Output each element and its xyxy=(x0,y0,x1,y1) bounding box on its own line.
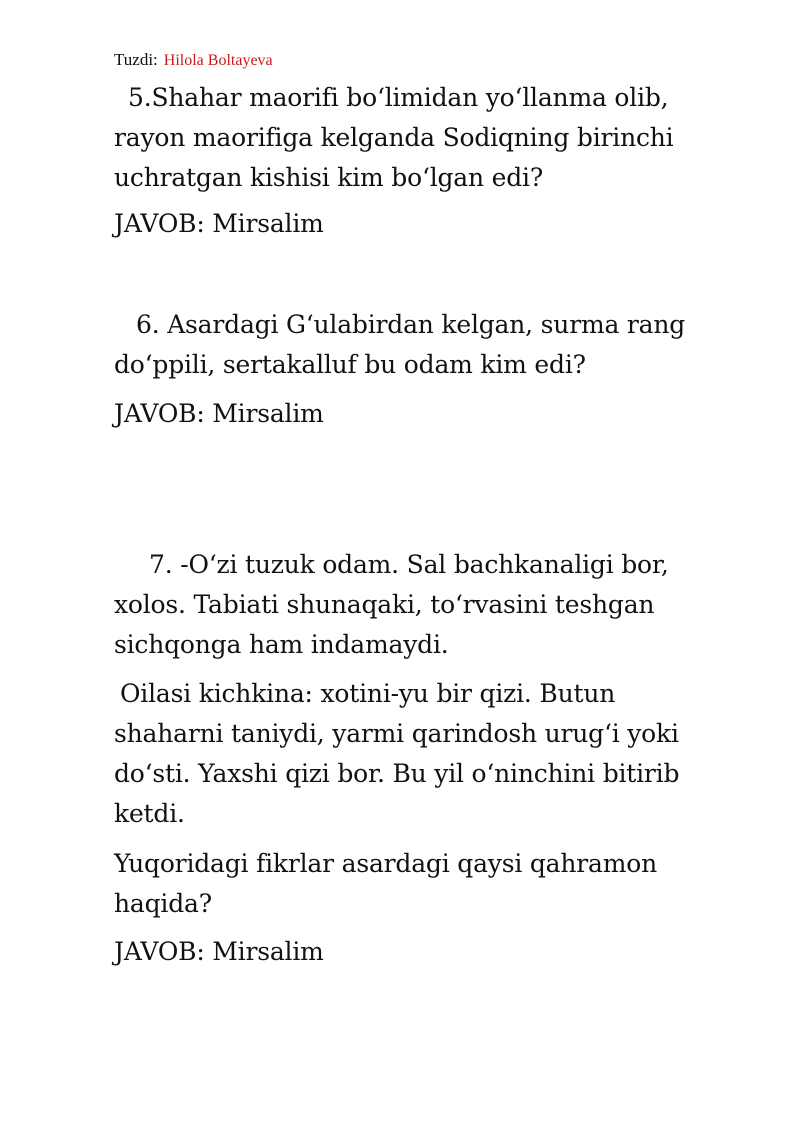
question-7-paragraph-1 xyxy=(114,545,734,665)
answer-6-text: JAVOB: Mirsalim xyxy=(114,399,324,428)
author-name: Hilola Boltayeva xyxy=(163,52,273,69)
question-7-line: haqida? xyxy=(114,889,212,918)
answer-5-text: JAVOB: Mirsalim xyxy=(114,209,324,238)
question-7-line: 7. -O‘zi tuzuk odam. Sal bachkanaligi bor, xyxy=(149,550,669,579)
question-5-line: uchratgan kishisi kim bo‘lgan edi? xyxy=(114,163,544,192)
question-6-line: 6. Asardagi G‘ulabirdan kelgan, surma rang xyxy=(136,310,686,339)
answer-6 xyxy=(114,394,734,434)
question-7-line: Oilasi kichkina: xotini-yu bir qizi. Butun xyxy=(120,679,616,708)
question-7-line: Yuqoridagi fikrlar asardagi qaysi qahramon xyxy=(114,849,658,878)
question-5-line: 5.Shahar maorifi bo‘limidan yo‘llanma olib, xyxy=(128,83,669,112)
question-7-line: do‘sti. Yaxshi qizi bor. Bu yil o‘ninchini bitirib xyxy=(114,759,680,788)
header-label: Tuzdi: xyxy=(114,50,158,69)
question-6-line: do‘ppili, sertakalluf bu odam kim edi? xyxy=(114,350,586,379)
header xyxy=(114,50,273,71)
answer-7 xyxy=(114,932,734,972)
question-6 xyxy=(114,305,734,385)
answer-5 xyxy=(114,204,734,244)
question-7-line: ketdi. xyxy=(114,799,185,828)
question-7-line: xolos. Tabiati shunaqaki, to‘rvasini teshgan xyxy=(114,590,655,619)
question-5 xyxy=(114,78,734,198)
answer-7-text: JAVOB: Mirsalim xyxy=(114,937,324,966)
question-7-paragraph-2 xyxy=(114,674,734,834)
question-7-prompt xyxy=(114,844,734,924)
question-7-line: sichqonga ham indamaydi. xyxy=(114,630,449,659)
question-7-line: shaharni taniydi, yarmi qarindosh urug‘i yoki xyxy=(114,719,679,748)
question-5-line: rayon maorifiga kelganda Sodiqning birinchi xyxy=(114,123,674,152)
